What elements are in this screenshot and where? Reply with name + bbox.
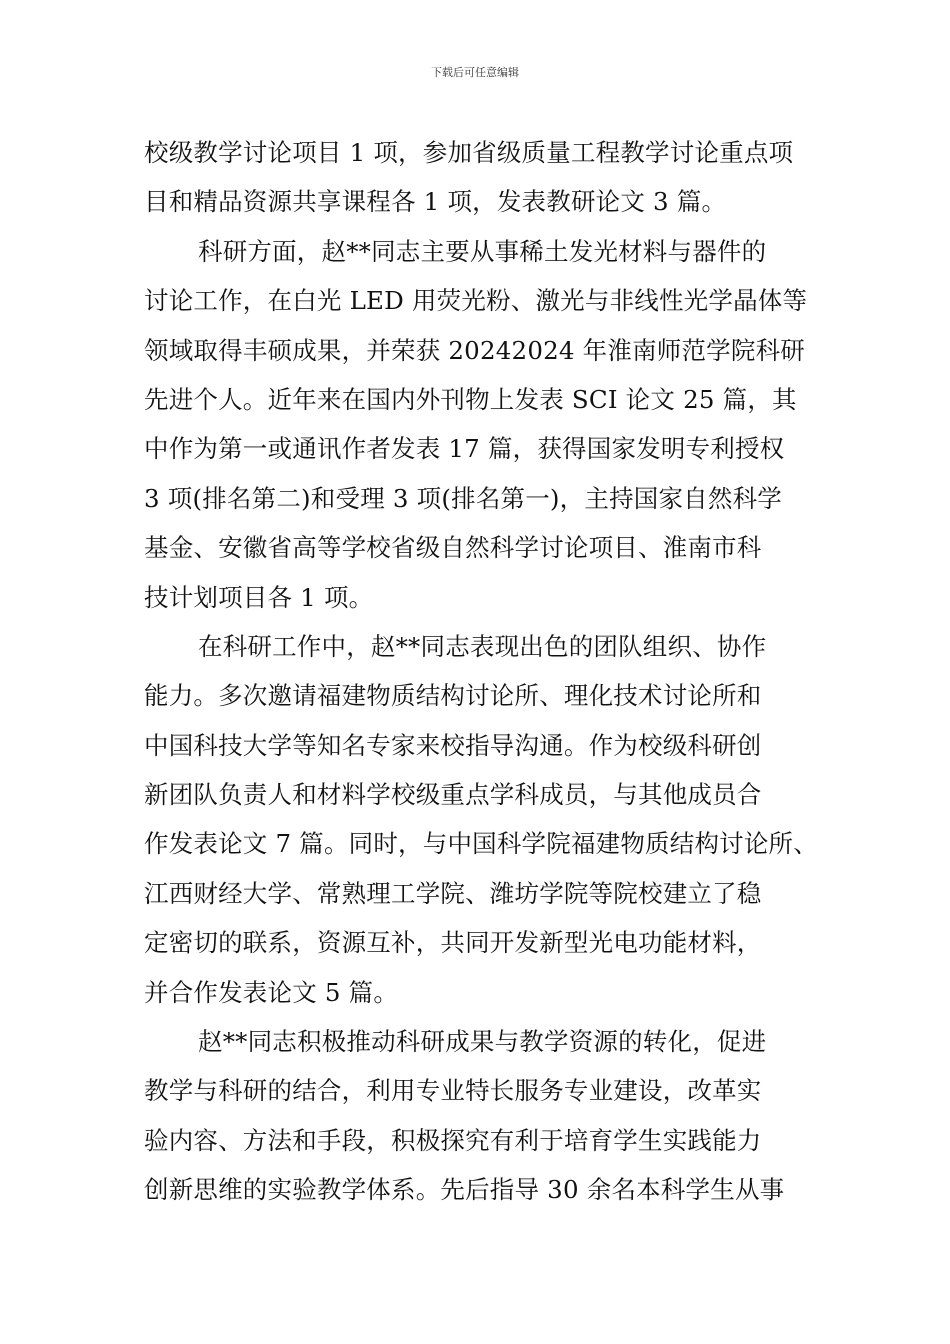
text-line: 3 项(排名第二)和受理 3 项(排名第一)，主持国家自然科学 [144, 483, 782, 513]
text-line: 科研方面，赵**同志主要从事稀土发光材料与器件的 [198, 236, 767, 266]
text-line: 讨论工作，在白光 LED 用荧光粉、激光与非线性光学晶体等 [144, 286, 808, 316]
text-line: 赵**同志积极推动科研成果与教学资源的转化，促进 [198, 1027, 767, 1057]
text-line: 基金、安徽省高等学校省级自然科学讨论项目、淮南市科 [144, 533, 762, 563]
text-line: 目和精品资源共享课程各 1 项，发表教研论文 3 篇。 [144, 187, 727, 217]
text-line: 技计划项目各 1 项。 [144, 582, 374, 612]
text-line: 作发表论文 7 篇。同时，与中国科学院福建物质结构讨论所、 [144, 829, 818, 859]
text-line: 中国科技大学等知名专家来校指导沟通。作为校级科研创 [144, 730, 762, 760]
text-line: 先进个人。近年来在国内外刊物上发表 SCI 论文 25 篇，其 [144, 384, 797, 414]
page-header: 下载后可任意编辑 [431, 66, 519, 79]
text-line: 并合作发表论文 5 篇。 [144, 977, 399, 1007]
text-line: 领域取得丰硕成果，并荣获 20242024 年淮南师范学院科研 [144, 335, 805, 365]
text-line: 验内容、方法和手段，积极探究有利于培育学生实践能力 [144, 1125, 762, 1155]
text-line: 教学与科研的结合，利用专业特长服务专业建设，改革实 [144, 1076, 762, 1106]
document-body [144, 128, 834, 1215]
text-line: 在科研工作中，赵**同志表现出色的团队组织、协作 [198, 631, 767, 661]
text-line: 江西财经大学、常熟理工学院、潍坊学院等院校建立了稳 [144, 878, 762, 908]
text-line: 能力。多次邀请福建物质结构讨论所、理化技术讨论所和 [144, 681, 762, 711]
text-line: 校级教学讨论项目 1 项，参加省级质量工程教学讨论重点项 [144, 138, 794, 167]
text-line: 定密切的联系，资源互补，共同开发新型光电功能材料， [144, 928, 762, 958]
text-line: 创新思维的实验教学体系。先后指导 30 余名本科学生从事 [144, 1175, 785, 1205]
text-line: 中作为第一或通讯作者发表 17 篇，获得国家发明专利授权 [144, 434, 785, 464]
text-line: 新团队负责人和材料学校级重点学科成员，与其他成员合 [144, 780, 762, 810]
